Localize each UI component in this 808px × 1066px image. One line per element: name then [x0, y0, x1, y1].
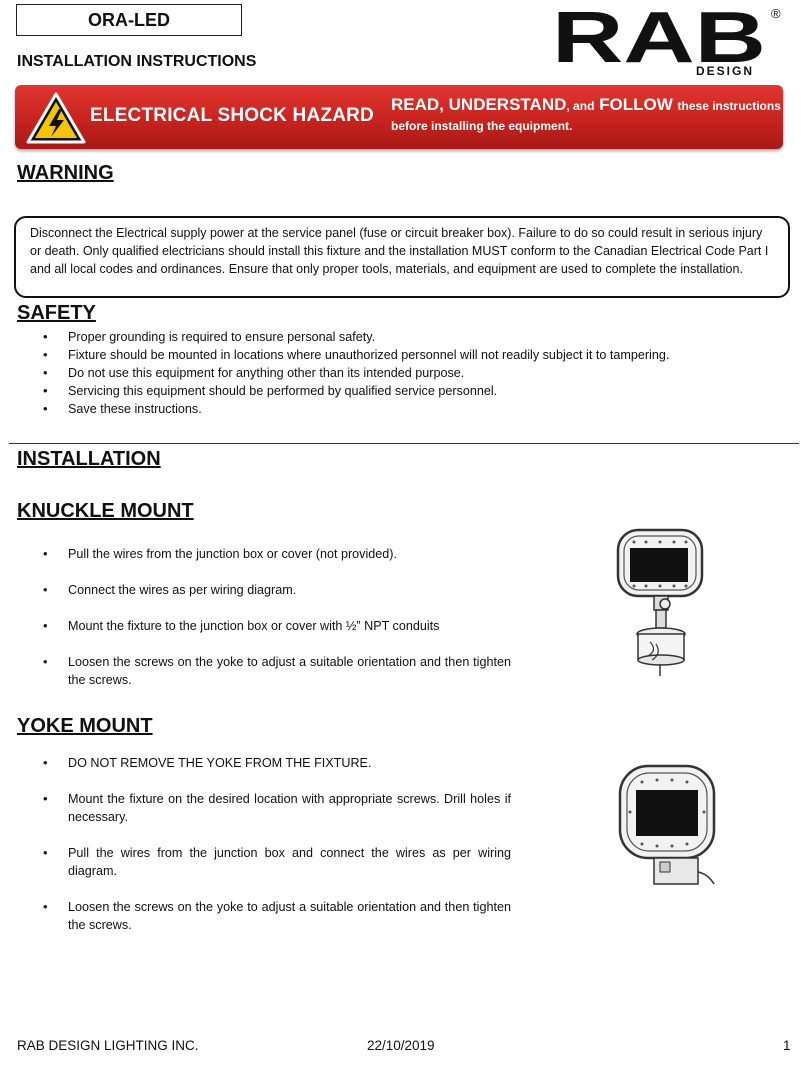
- warning-heading: WARNING: [17, 162, 114, 184]
- footer-date: 22/10/2019: [367, 1038, 435, 1053]
- warning-text: Disconnect the Electrical supply power at the service panel (fuse or circuit breaker box). Failure to do so could result in serious injury or death. Only qualified electricians should install this fixture and the installation MUST conform to the Canadian Electrical Code Part I and all local codes and ordinances. Ensure that only proper tools, materials, and equipment are used to complete the installation.: [30, 226, 769, 276]
- list-item: • Loosen the screws on the yoke to adjust a suitable orientation and then tighten the screws.: [16, 653, 511, 689]
- logo-registered-mark: ®: [771, 6, 781, 21]
- banner-before-installing: before installing the equipment.: [391, 119, 573, 133]
- model-box: [16, 4, 242, 36]
- banner-and: , and: [566, 99, 595, 113]
- footer-company: RAB DESIGN LIGHTING INC.: [17, 1038, 199, 1053]
- banner-read: READ,: [391, 95, 444, 114]
- list-item: • Fixture should be mounted in locations where unauthorized personnel will not readily subject it to tampering.: [16, 346, 776, 364]
- list-item: • Save these instructions.: [16, 400, 776, 418]
- list-item: • Pull the wires from the junction box and connect the wires as per wiring diagram.: [16, 844, 511, 880]
- knuckle-mount-list: [16, 545, 511, 689]
- yoke-mount-list: [16, 754, 511, 934]
- warning-triangle-icon: [25, 91, 87, 145]
- list-item: • Loosen the screws on the yoke to adjust a suitable orientation and then tighten the screws.: [16, 898, 511, 934]
- list-item: • Pull the wires from the junction box or cover (not provided).: [16, 545, 511, 563]
- logo-subtext: DESIGN: [696, 64, 755, 78]
- safety-list: [16, 328, 776, 418]
- installation-heading: INSTALLATION: [17, 448, 161, 470]
- banner-understand: UNDERSTAND: [448, 95, 567, 114]
- list-item: • Proper grounding is required to ensure personal safety.: [16, 328, 776, 346]
- read-understand-follow: [391, 95, 781, 115]
- knuckle-mount-heading: KNUCKLE MOUNT: [17, 500, 194, 522]
- warning-box: [14, 216, 790, 298]
- banner-these-instructions: these instructions: [677, 99, 781, 113]
- list-item: • Servicing this equipment should be performed by qualified service personnel.: [16, 382, 776, 400]
- yoke-mount-heading: YOKE MOUNT: [17, 715, 153, 737]
- model-number: ORA-LED: [88, 10, 170, 30]
- yoke-mount-fixture-illustration: [612, 762, 724, 897]
- knuckle-mount-fixture-illustration: [610, 524, 710, 687]
- document-subtitle: INSTALLATION INSTRUCTIONS: [17, 53, 257, 70]
- hazard-title: ELECTRICAL SHOCK HAZARD: [90, 105, 374, 126]
- rab-design-logo: [552, 4, 782, 78]
- list-item: • Mount the fixture on the desired location with appropriate screws. Drill holes if necessary.: [16, 790, 511, 826]
- list-item: • Do not use this equipment for anything other than its intended purpose.: [16, 364, 776, 382]
- logo-text: RAB: [552, 4, 766, 78]
- section-divider: [9, 443, 799, 444]
- footer-page-number: 1: [783, 1038, 791, 1053]
- list-item: • DO NOT REMOVE THE YOKE FROM THE FIXTURE.: [16, 754, 511, 772]
- list-item: • Mount the fixture to the junction box or cover with ½” NPT conduits: [16, 617, 511, 635]
- hazard-banner: [15, 85, 783, 149]
- list-item: • Connect the wires as per wiring diagram.: [16, 581, 511, 599]
- banner-follow: FOLLOW: [599, 95, 673, 114]
- safety-heading: SAFETY: [17, 302, 96, 324]
